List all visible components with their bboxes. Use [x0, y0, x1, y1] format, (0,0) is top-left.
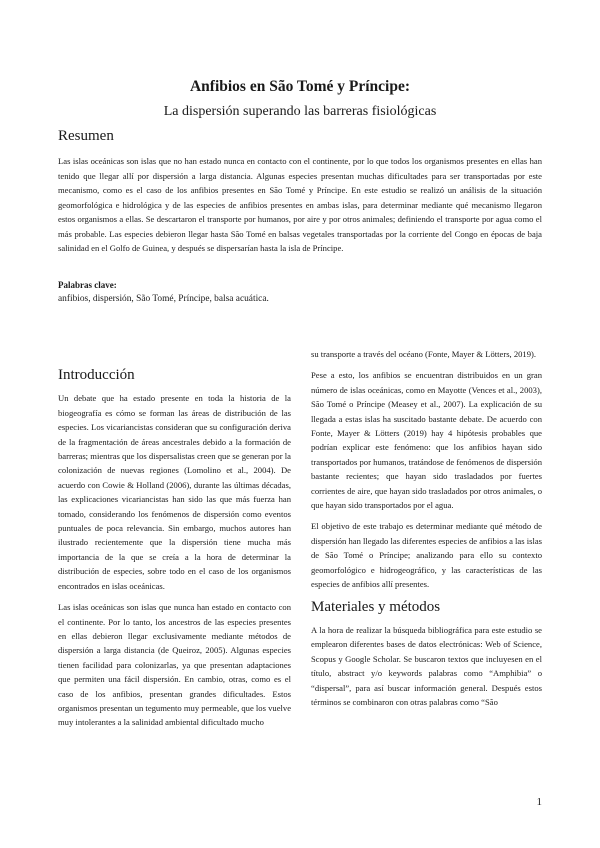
- intro-paragraph-3: Pese a esto, los anfibios se encuentran distribuidos en un gran número de islas oceánicas, como en Mayotte (Vences et al., 2003), São Tomé o Príncipe (Measey et al., 2007). La explicación de su llegada a estas islas ha suscitado bastante debate. De acuerdo con Fonte, Mayer & Lötters (2019) hay 4 hipótesis probables que podrían explicar este fenómeno: que los anfibios hayan sido transportados por humanos, tratándose de fenómenos de dispersión bastante recientes; que hayan sido trasladados por fuertes corrientes de aire, que hayan sido trasladados por otros animales, o que hayan sido transportados por el agua.: [311, 370, 542, 511]
- intro-paragraph-2: Las islas oceánicas son islas que nunca han estado en contacto con el continente. Por lo tanto, los ancestros de las especies presentes en ellas debieron llegar exclusivamente mediante métodos de dispersión a larga distancia (de Queiroz, 2005). Algunas especies tienen facilidad para colonizarlas, ya que presentan adaptaciones que permiten una fácil dispersión. En cambio, otras, como es el caso de los anfibios, presentan grandes dificultades. Estos organismos presentan un tegumento muy permeable, que los vuelve muy intolerantes a la salinidad ambiental dificultado mucho: [58, 602, 292, 728]
- abstract-text: Las islas oceánicas son islas que no han estado nunca en contacto con el continente, por lo que todos los organismos presentes en ellas han tenido que llegar allí por dispersión a larga distancia. Algunas especies presentan muchas dificultades para ser transportadas por este mecanismo, como es el caso de los anfibios presentes en São Tomé y Príncipe. En este estudio se realizó un análisis de la situación geomorfológica e hidrológica y de las especies de anfibios presentes en ambas islas, para determinar mediante qué mecanismo llegaron estos organismos a ellas. Se descartaron el transporte por humanos, por aire y por otros animales; definiendo el transporte por agua como el más probable. Las especies debieron llegar hasta São Tomé en balsas vegetales transportadas por la corriente del Congo en épocas de baja salinidad en el Golfo de Guinea, y después se dispersarían hasta la isla de Príncipe.: [58, 156, 542, 253]
- keywords-label: Palabras clave:: [58, 280, 117, 290]
- intro-heading: Introducción: [58, 367, 135, 383]
- methods-paragraph-1: A la hora de realizar la búsqueda bibliográfica para este estudio se emplearon diferentes bases de datos electrónicas: Web of Science, Scopus y Google Scholar. Se buscaron textos que incluyesen en el título, abstract y/o keywords palabras como “Amphibia” o “dispersal”, para así buscar información general. Después estos términos se combinaron con otras palabras como “São: [311, 624, 542, 707]
- paper-title: Anfibios en São Tomé y Príncipe:: [189, 78, 411, 95]
- right-column: [311, 347, 542, 716]
- paper-subtitle: La dispersión superando las barreras fisiológicas: [163, 104, 437, 119]
- keywords-text: anfibios, dispersión, São Tomé, Príncipe, balsa acuática.: [58, 294, 269, 304]
- intro-paragraph-2-continued: su transporte a través del océano (Fonte, Mayer & Lötters, 2019).: [311, 349, 537, 359]
- page-number: 1: [536, 796, 542, 808]
- methods-heading: Materiales y métodos: [311, 598, 441, 615]
- left-column: [58, 368, 291, 737]
- abstract-heading: Resumen: [58, 128, 114, 144]
- intro-paragraph-4: El objetivo de este trabajo es determinar mediante qué método de dispersión han llegado las diferentes especies de anfibios a las islas de São Tomé o Príncipe; analizando para ello su contexto geomorfológico e hidrogeográfico, y las características de las especies de anfibios allí presentes.: [311, 521, 543, 590]
- intro-paragraph-1: Un debate que ha estado presente en toda la historia de la biogeografía es cómo se forman las áreas de distribución de las especies. Los vicariancistas consideran que su configuración deriva de la fragmentación de áreas ancestrales debido a la formación de barreras; mientras que los dispersalistas creen que se generan por la colonización de nuevas regiones (Lomolino et al., 2004). De acuerdo con Cowie & Holland (2006), durante las últimas décadas, las explicaciones vicariancistas han sido las que más fuerza han tomado, considerando los fenómenos de dispersión como eventos puntuales de poca relevancia. Sin embargo, muchos autores han ilustrado recientemente que la dispersión tiene mucha más importancia de la que se creía a la hora de determinar la distribución de especies, sobre todo en el caso de los organismos encontrados en islas oceánicas.: [58, 393, 291, 591]
